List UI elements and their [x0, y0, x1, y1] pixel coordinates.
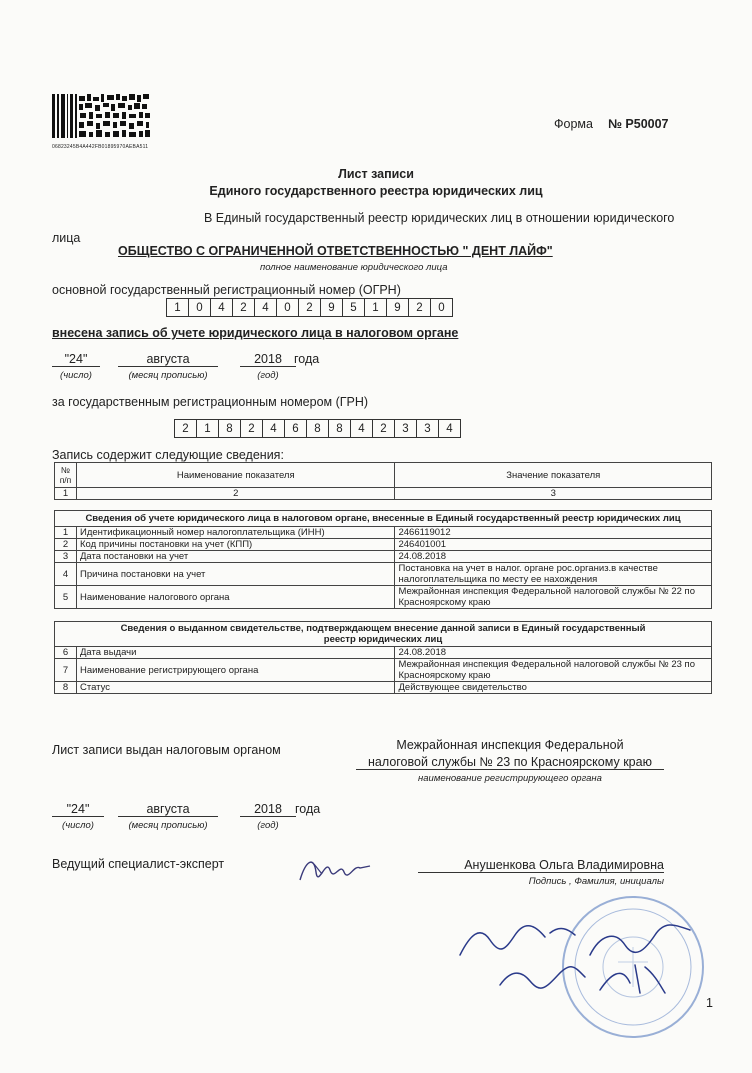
colnum-2: 2	[76, 488, 395, 500]
issuer-caption: наименование регистрирующего органа	[418, 773, 602, 784]
row-value: Межрайонная инспекция Федеральной налоговой службы № 22 по Красноярскому краю	[395, 586, 712, 609]
row-value: Действующее свидетельство	[395, 682, 712, 694]
ogrn-digit: 0	[430, 298, 453, 317]
grn-digit: 2	[174, 419, 197, 438]
table-row	[55, 586, 712, 609]
row-name: Идентификационный номер налогоплательщика (ИНН)	[76, 527, 395, 539]
row-name: Код причины постановки на учет (КПП)	[76, 539, 395, 551]
colnum-1: 1	[55, 488, 77, 500]
date2-day-caption: (число)	[62, 820, 94, 831]
table-colnum-row	[55, 488, 712, 500]
date2-year-word: года	[295, 802, 321, 816]
date2-month: августа	[118, 802, 218, 817]
ogrn-digit: 2	[408, 298, 431, 317]
title-line1: Лист записи	[338, 167, 414, 181]
intro-text: В Единый государственный реестр юридических лиц в отношении юридического	[204, 211, 675, 225]
colnum-3: 3	[395, 488, 712, 500]
grn-digit: 3	[394, 419, 417, 438]
table-header-row	[55, 463, 712, 488]
grn-digit: 2	[240, 419, 263, 438]
row-name: Дата постановки на учет	[76, 551, 395, 563]
grn-digit: 6	[284, 419, 307, 438]
date1-year: 2018	[240, 352, 296, 367]
grn-digit: 8	[306, 419, 329, 438]
date1-year-caption: (год)	[257, 370, 279, 381]
section1-title: Сведения об учете юридического лица в налоговом органе, внесенные в Единый государственный реестр юридических лиц	[55, 511, 712, 527]
row-value: 24.08.2018	[395, 551, 712, 563]
form-label: Форма	[554, 117, 593, 131]
issuer-line1: Межрайонная инспекция Федеральной	[396, 738, 624, 752]
ogrn-digit: 1	[166, 298, 189, 317]
date2-day: "24"	[52, 802, 104, 817]
grn-digit: 3	[416, 419, 439, 438]
position-title: Ведущий специалист-эксперт	[52, 857, 225, 871]
row-num: 6	[55, 647, 77, 659]
row-num: 7	[55, 659, 77, 682]
title-line2: Единого государственного реестра юридических лиц	[209, 184, 543, 198]
company-name: ОБЩЕСТВО С ОГРАНИЧЕННОЙ ОТВЕТСТВЕННОСТЬЮ " ДЕНТ ЛАЙФ"	[118, 244, 553, 258]
ogrn-label: основной государственный регистрационный номер (ОГРН)	[52, 283, 401, 297]
grn-digit: 4	[350, 419, 373, 438]
page-number: 1	[706, 996, 713, 1010]
ogrn-digit: 9	[386, 298, 409, 317]
ogrn-digit: 9	[320, 298, 343, 317]
ogrn-digit: 0	[188, 298, 211, 317]
grn-digits	[175, 419, 461, 438]
row-name: Наименование регистрирующего органа	[76, 659, 395, 682]
signer-caption: Подпись , Фамилия, инициалы	[528, 876, 664, 887]
barcode-graphic	[52, 92, 156, 142]
entry-statement: внесена запись об учете юридического лица в налоговом органе	[52, 326, 459, 340]
section2-title: Сведения о выданном свидетельстве, подтверждающем внесение данной записи в Единый государственный реестр юридических лиц	[55, 622, 712, 647]
form-number: № Р50007	[608, 117, 669, 131]
row-value: 24.08.2018	[395, 647, 712, 659]
ogrn-digit: 2	[232, 298, 255, 317]
date1-day-caption: (число)	[60, 370, 92, 381]
date1-month-caption: (месяц прописью)	[128, 370, 208, 381]
date1-year-word: года	[294, 352, 320, 366]
grn-digit: 2	[372, 419, 395, 438]
row-value: Постановка на учет в налог. органе рос.организ.в качестве налогоплательщика по месту ее нахождения	[395, 563, 712, 586]
ogrn-digit: 2	[298, 298, 321, 317]
grn-label: за государственным регистрационным номером (ГРН)	[52, 395, 369, 409]
grn-digit: 1	[196, 419, 219, 438]
ogrn-digit: 0	[276, 298, 299, 317]
header-value: Значение показателя	[395, 463, 712, 488]
row-num: 8	[55, 682, 77, 694]
issuer-line2: налоговой службы № 23 по Красноярскому краю	[356, 755, 664, 770]
row-name: Статус	[76, 682, 395, 694]
date2-month-caption: (месяц прописью)	[128, 820, 208, 831]
date2-year-caption: (год)	[257, 820, 279, 831]
header-num: № п/п	[55, 463, 77, 488]
signer-name: Анушенкова Ольга Владимировна	[418, 858, 664, 873]
table-row	[55, 551, 712, 563]
grn-digit: 4	[262, 419, 285, 438]
ogrn-digit: 4	[254, 298, 277, 317]
table-row	[55, 539, 712, 551]
date2-year: 2018	[240, 802, 296, 817]
handwritten-note	[450, 895, 710, 1005]
date1-month: августа	[118, 352, 218, 367]
intro-continuation: лица	[52, 231, 81, 245]
row-value: 246401001	[395, 539, 712, 551]
row-name: Наименование налогового органа	[76, 586, 395, 609]
row-num: 1	[55, 527, 77, 539]
row-num: 3	[55, 551, 77, 563]
contains-label: Запись содержит следующие сведения:	[52, 448, 284, 462]
grn-digit: 8	[328, 419, 351, 438]
ogrn-digits	[167, 298, 453, 317]
row-value: Межрайонная инспекция Федеральной налоговой службы № 23 по Красноярскому краю	[395, 659, 712, 682]
table-row	[55, 659, 712, 682]
ogrn-digit: 1	[364, 298, 387, 317]
date1-day: "24"	[52, 352, 100, 367]
signature-icon	[296, 850, 376, 886]
ogrn-digit: 4	[210, 298, 233, 317]
ogrn-digit: 5	[342, 298, 365, 317]
table-row	[55, 563, 712, 586]
row-name: Причина постановки на учет	[76, 563, 395, 586]
issued-label: Лист записи выдан налоговым органом	[52, 743, 281, 757]
grn-digit: 4	[438, 419, 461, 438]
table-row	[55, 647, 712, 659]
table-row	[55, 682, 712, 694]
row-num: 5	[55, 586, 77, 609]
row-num: 4	[55, 563, 77, 586]
row-num: 2	[55, 539, 77, 551]
records-table	[54, 462, 712, 694]
row-value: 2466119012	[395, 527, 712, 539]
grn-digit: 8	[218, 419, 241, 438]
header-name: Наименование показателя	[76, 463, 395, 488]
barcode-text: 06823245B4A442FB01895970AEBA511	[52, 144, 149, 150]
table-row	[55, 527, 712, 539]
barcode	[52, 92, 156, 142]
row-name: Дата выдачи	[76, 647, 395, 659]
company-caption: полное наименование юридического лица	[260, 262, 448, 273]
